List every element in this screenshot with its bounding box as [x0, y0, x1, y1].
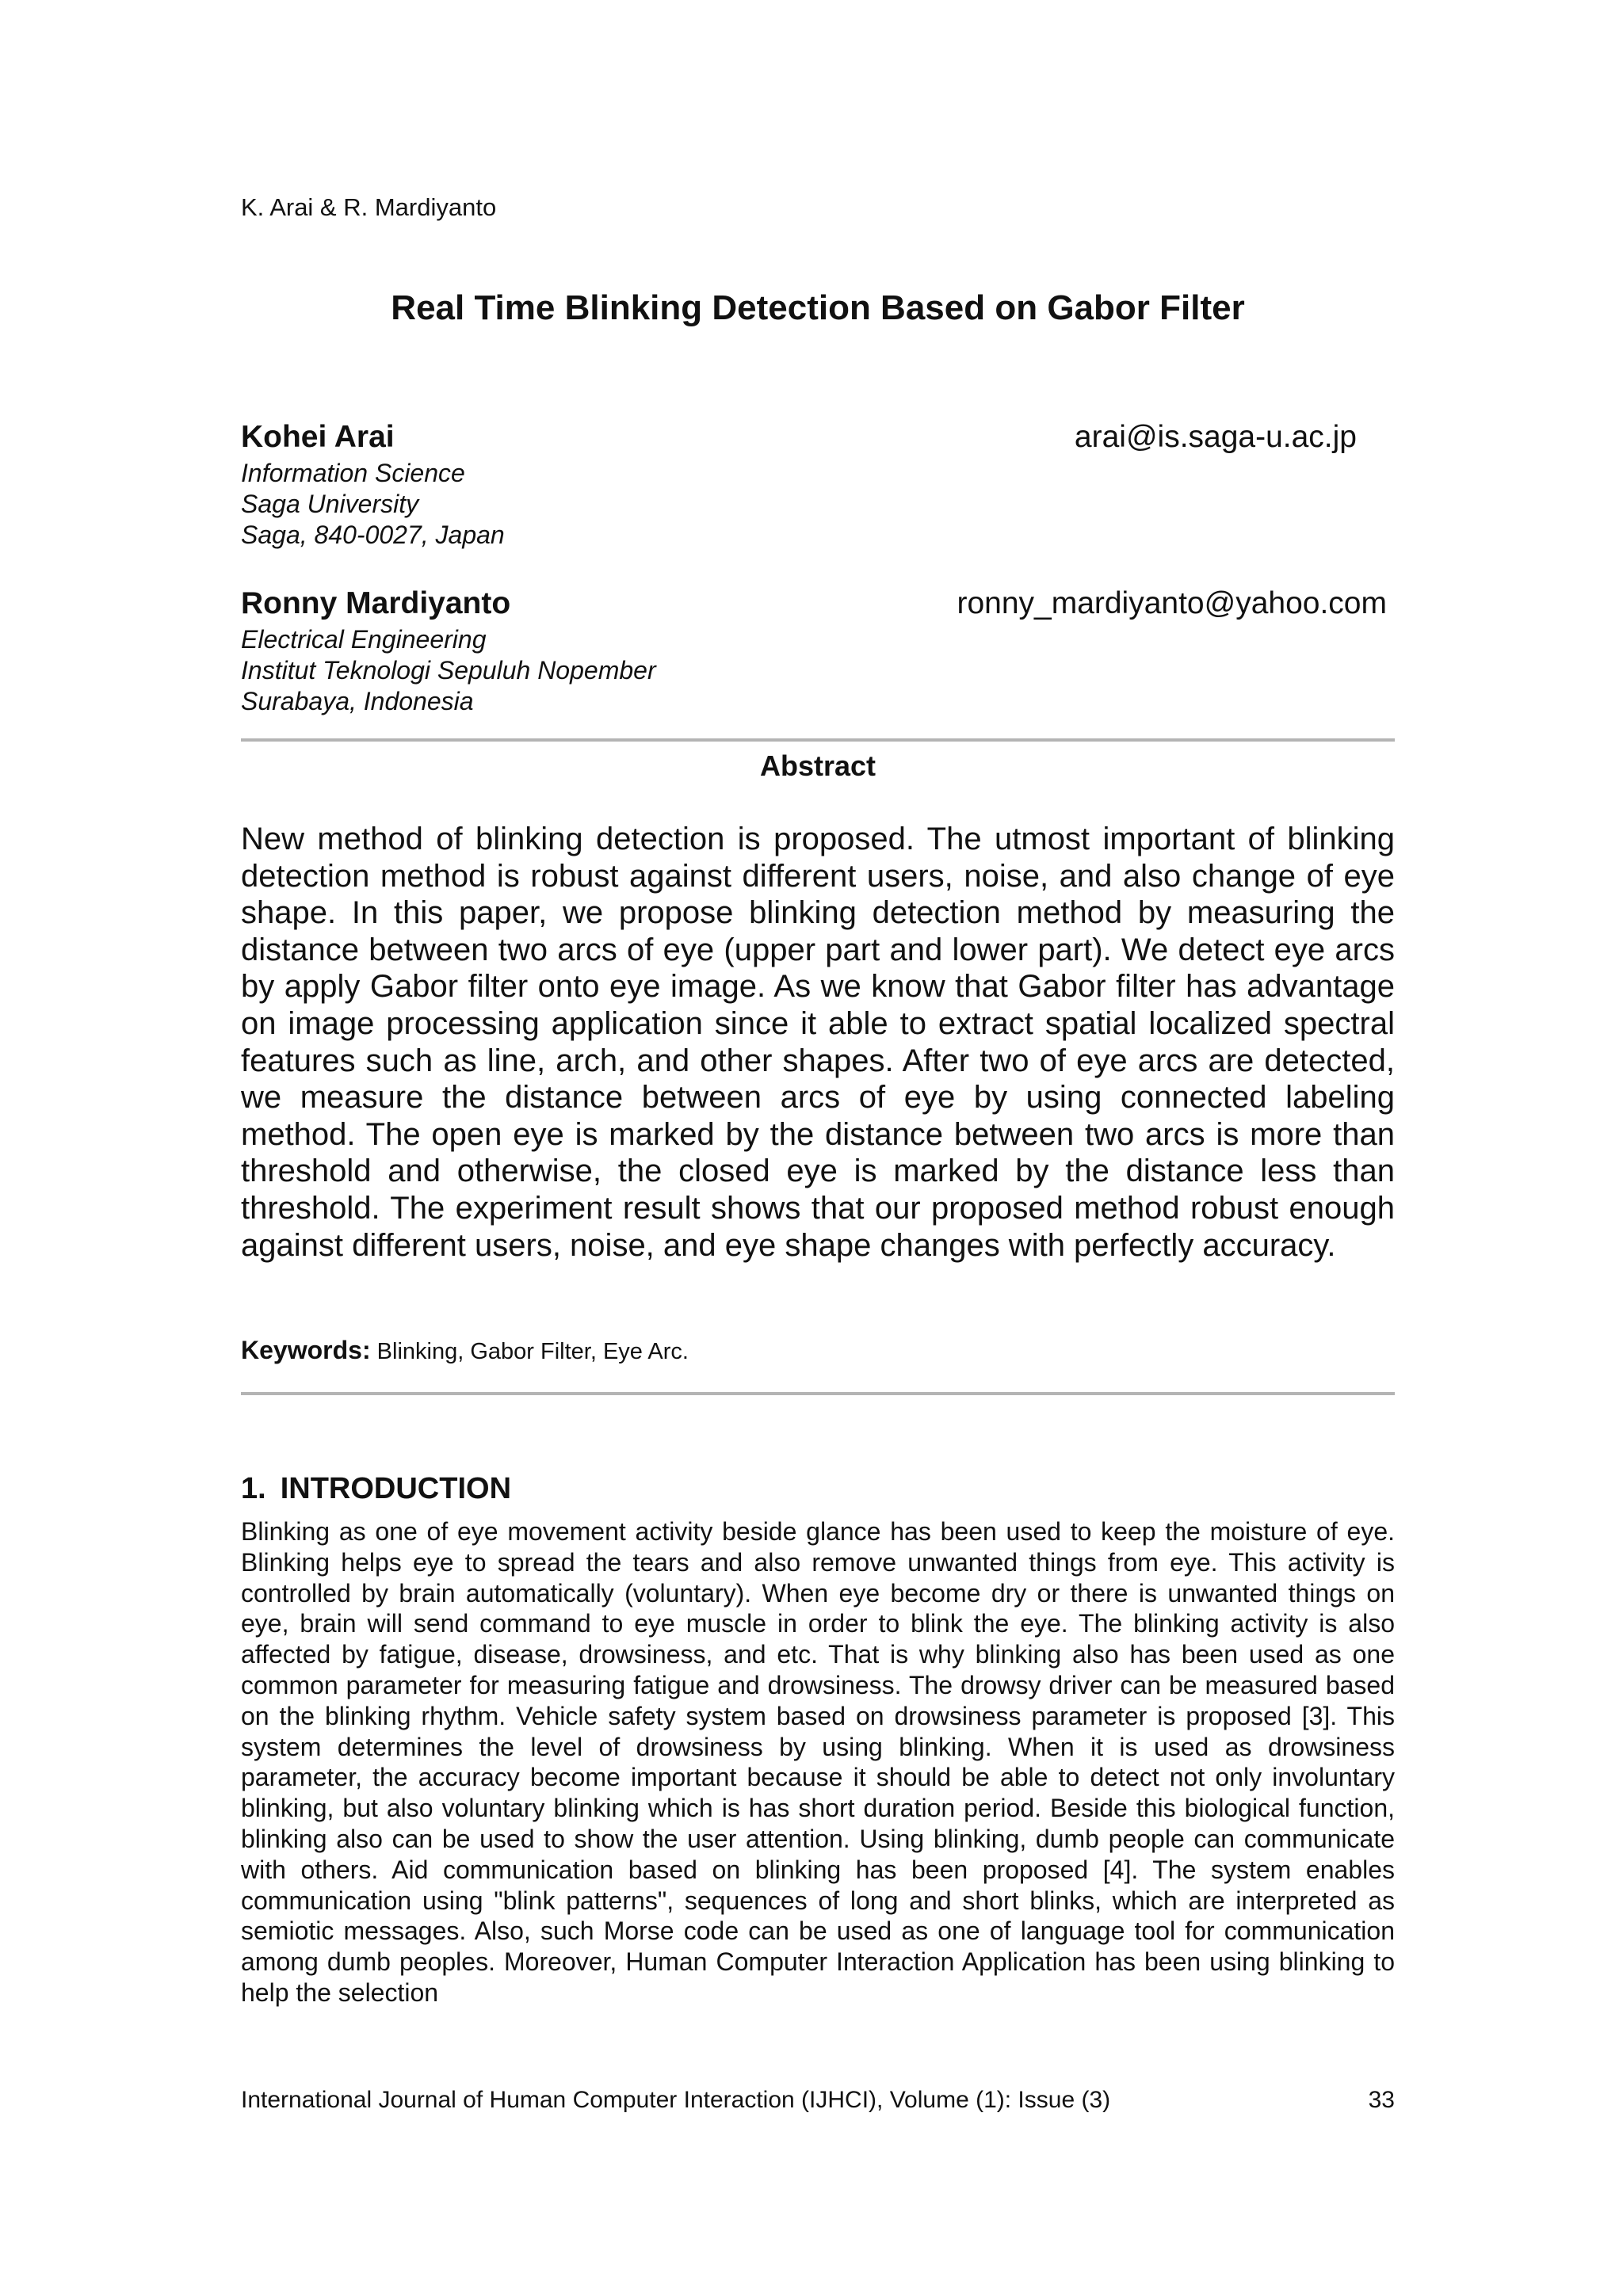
section-heading	[241, 1472, 511, 1506]
abstract-top-divider	[241, 738, 1395, 742]
abstract-heading: Abstract	[759, 749, 876, 782]
author-block-mardiyanto	[241, 583, 1395, 717]
author-affiliation-institution: Institut Teknologi Sepuluh Nopember	[241, 656, 656, 685]
abstract-bottom-divider	[241, 1392, 1395, 1395]
author-affiliation-dept: Information Science	[241, 459, 465, 487]
author-name: Ronny Mardiyanto	[241, 586, 511, 620]
author-affiliation-location: Saga, 840-0027, Japan	[241, 521, 505, 549]
paper-title: Real Time Blinking Detection Based on Gabor Filter	[391, 288, 1245, 327]
author-email: arai@is.saga-u.ac.jp	[1074, 420, 1357, 454]
author-email: ronny_mardiyanto@yahoo.com	[957, 586, 1387, 620]
footer-journal: International Journal of Human Computer Interaction (IJHCI), Volume (1): Issue (3)	[241, 2087, 1111, 2113]
keywords-label: Keywords:	[241, 1336, 371, 1364]
author-affiliation-institution: Saga University	[241, 490, 419, 518]
author-block-arai	[241, 417, 1395, 551]
author-affiliation-location: Surabaya, Indonesia	[241, 687, 474, 715]
page-number: 33	[1368, 2087, 1395, 2113]
running-head: K. Arai & R. Mardiyanto	[241, 193, 497, 221]
abstract-text: New method of blinking detection is proposed. The utmost important of blinking detection method is robust against different users, noise, and also change of eye shape. In this paper, we propose blinking detection method by measuring the distance between two arcs of eye (upper part and lower part). We detect eye arcs by apply Gabor filter onto eye image. As we know that Gabor filter has advantage on image processing application since it able to extract spatial localized spectral features such as line, arch, and other shapes. After two of eye arcs are detected, we measure the distance between arcs of eye by using connected labeling method. The open eye is marked by the distance between two arcs is more than threshold and otherwise, the closed eye is marked by the distance less than threshold. The experiment result shows that our proposed method robust enough against different users, noise, and eye shape changes with perfectly accuracy.	[241, 822, 1395, 1263]
keywords	[241, 1336, 1395, 1365]
keywords-text: Blinking, Gabor Filter, Eye Arc.	[376, 1339, 689, 1364]
author-affiliation-dept: Electrical Engineering	[241, 625, 487, 654]
section-title: INTRODUCTION	[280, 1472, 512, 1505]
author-name: Kohei Arai	[241, 420, 395, 454]
introduction-text: Blinking as one of eye movement activity beside glance has been used to keep the moisture of eye. Blinking helps eye to spread the tears and also remove unwanted things from eye. This activity is controlled by brain automatically (voluntary). When eye become dry or there is unwanted things on eye, brain will send command to eye muscle in order to blink the eye. The blinking activity is also affected by fatigue, disease, drowsiness, and etc. That is why blinking also has been used as one common parameter for measuring fatigue and drowsiness. The drowsy driver can be measured based on the blinking rhythm. Vehicle safety system based on drowsiness parameter is proposed [3]. This system determines the level of drowsiness by using blinking. When it is used as drowsiness parameter, the accuracy become important because it should be able to detect not only involuntary blinking, but also voluntary blinking which is has short duration period. Beside this biological function, blinking also can be used to show the user attention. Using blinking, dumb people can communicate with others. Aid communication based on blinking has been proposed [4]. The system enables communication using "blink patterns", sequences of long and short blinks, which are interpreted as semiotic messages. Also, such Morse code can be used as one of language tool for communication among dumb peoples. Moreover, Human Computer Interaction Application has been using blinking to help the selection	[241, 1517, 1395, 2007]
section-number: 1.	[241, 1472, 266, 1505]
